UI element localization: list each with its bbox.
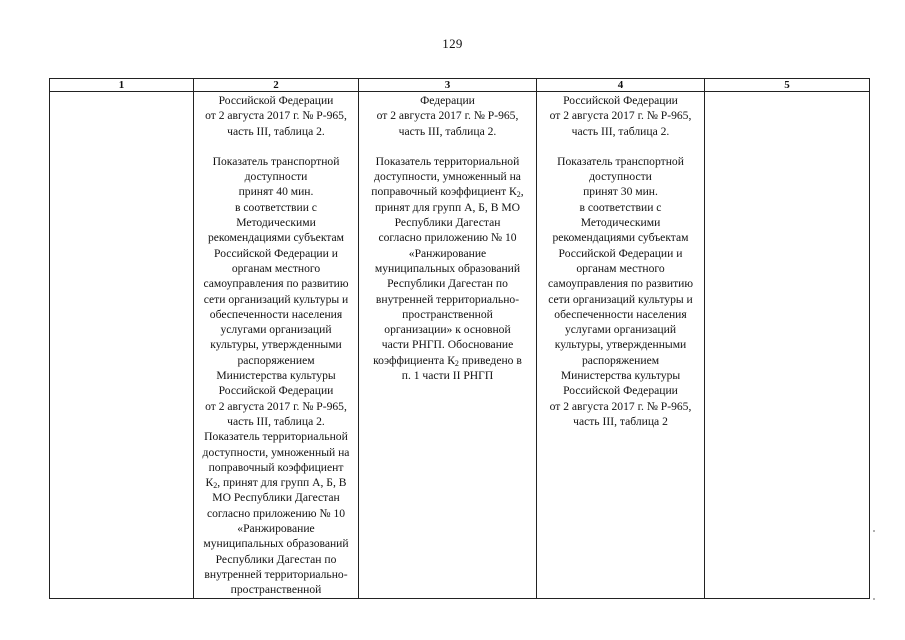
cell-line: Российской Федерации [563, 94, 678, 107]
cell-line: принят 30 мин. [583, 185, 658, 199]
cell-line: самоуправления по развитию [548, 277, 693, 291]
cell-line: «Ранжирование [408, 246, 487, 260]
cell-col-4 [537, 92, 705, 599]
cell-line: внутренней территориально- [204, 567, 348, 581]
cell-line: муниципальных образований [374, 261, 521, 275]
cell-line: пространственной [230, 583, 322, 597]
cell-line: от 2 августа 2017 г. № Р-965, [376, 109, 519, 123]
cell-line: Республики Дагестан [394, 216, 501, 230]
cell-line: Российской Федерации [218, 384, 334, 398]
cell-line: Российской Федерации и [558, 246, 683, 260]
cell-line: доступности [589, 170, 652, 184]
cell-line: Показатель транспортной [557, 154, 684, 168]
cell-line: принят 40 мин. [238, 185, 314, 199]
column-header-5: 5 [705, 79, 870, 92]
column-header-3: 3 [359, 79, 537, 92]
cell-line: муниципальных образований [203, 537, 349, 551]
column-header-4: 4 [537, 79, 705, 92]
cell-line: поправочный коэффициент [208, 460, 344, 474]
cell-line: обеспеченности населения [554, 307, 687, 321]
cell-line: Методическими [580, 216, 661, 230]
cell-line: Российской Федерации и [214, 246, 338, 260]
cell-line [540, 139, 701, 154]
cell-line: МО Республики Дагестан [212, 491, 340, 505]
cell-col-3 [359, 92, 537, 599]
cell-line: в соответствии с [235, 200, 317, 214]
cell-line: согласно приложению № 10 [206, 506, 346, 520]
cell-line: Российской Федерации [218, 94, 334, 107]
cell-line: услугами организаций [220, 323, 332, 337]
cell-line: Республики Дагестан по [387, 277, 508, 291]
cell-line: в соответствии с [579, 200, 662, 214]
cell-line: Министерства культуры [560, 369, 681, 383]
cell-line: коэффициента $К_2$ приведено в [373, 353, 522, 368]
cell-line: органам местного [231, 261, 321, 275]
cell-line: доступности, умноженный на [374, 170, 521, 184]
cell-line: доступности [244, 170, 308, 184]
cell-line: распоряжением [237, 353, 315, 367]
cell-line: Показатель территориальной [375, 154, 520, 168]
cell-line: согласно приложению № 10 [378, 231, 517, 245]
cell-line: часть III, таблица 2. [227, 414, 325, 428]
cell-line: часть III, таблица 2. [398, 124, 497, 138]
cell-line: Министерства культуры [216, 369, 336, 383]
cell-line: Федерации [420, 94, 475, 107]
header-row [50, 79, 870, 92]
cell-line: часть III, таблица 2. [227, 124, 325, 138]
cell-line: доступности, умноженный на [202, 445, 350, 459]
cell-line: органам местного [576, 261, 665, 275]
cell-line: части РНГП. Обоснование [381, 338, 514, 352]
scan-speck [873, 530, 875, 532]
cell-line: Российской Федерации [563, 384, 678, 398]
cell-line: сети организаций культуры и [548, 292, 693, 306]
cell-line: культуры, утвержденными [210, 338, 342, 352]
cell-line: культуры, утвержденными [554, 338, 687, 352]
cell-line: услугами организаций [564, 323, 677, 337]
cell-line: организации» к основной [384, 323, 511, 337]
cell-line: от 2 августа 2017 г. № Р-965, [205, 399, 347, 413]
scan-speck [873, 598, 875, 600]
cell-line: внутренней территориально- [375, 292, 520, 306]
cell-line: Показатель территориальной [204, 430, 348, 444]
cell-line: часть III, таблица 2. [571, 124, 670, 138]
table-row [50, 92, 870, 599]
cell-line: $К_2$, принят для групп А, Б, В [205, 476, 347, 491]
cell-line: «Ранжирование [237, 522, 315, 536]
cell-line [362, 139, 533, 154]
column-header-2: 2 [194, 79, 359, 92]
cell-line: часть III, таблица 2 [573, 414, 668, 428]
cell-line: пространственной [402, 307, 493, 321]
cell-line: от 2 августа 2017 г. № Р-965, [205, 109, 347, 123]
cell-col-1 [50, 92, 194, 599]
cell-line: обеспеченности населения [209, 307, 343, 321]
cell-line: рекомендациями субъектам [207, 231, 345, 245]
cell-col-2 [194, 92, 359, 599]
cell-line: от 2 августа 2017 г. № Р-965, [549, 109, 692, 123]
cell-line: Показатель транспортной [212, 154, 340, 168]
cell-line: рекомендациями субъектам [552, 231, 689, 245]
data-table [49, 78, 870, 599]
cell-col-5 [705, 92, 870, 599]
cell-line: самоуправления по развитию [203, 277, 349, 291]
cell-line: Республики Дагестан по [215, 552, 337, 566]
cell-line [197, 139, 355, 154]
cell-line: сети организаций культуры и [203, 292, 349, 306]
cell-line: поправочный коэффициент $К_2$, [371, 185, 524, 200]
cell-line: от 2 августа 2017 г. № Р-965, [549, 399, 692, 413]
page-number: 129 [442, 36, 463, 51]
cell-line: распоряжением [581, 353, 660, 367]
cell-line: Методическими [236, 216, 316, 230]
cell-line: п. 1 части II РНГП [401, 369, 494, 383]
cell-line: принят для групп А, Б, В МО [374, 200, 521, 214]
column-header-1: 1 [50, 79, 194, 92]
